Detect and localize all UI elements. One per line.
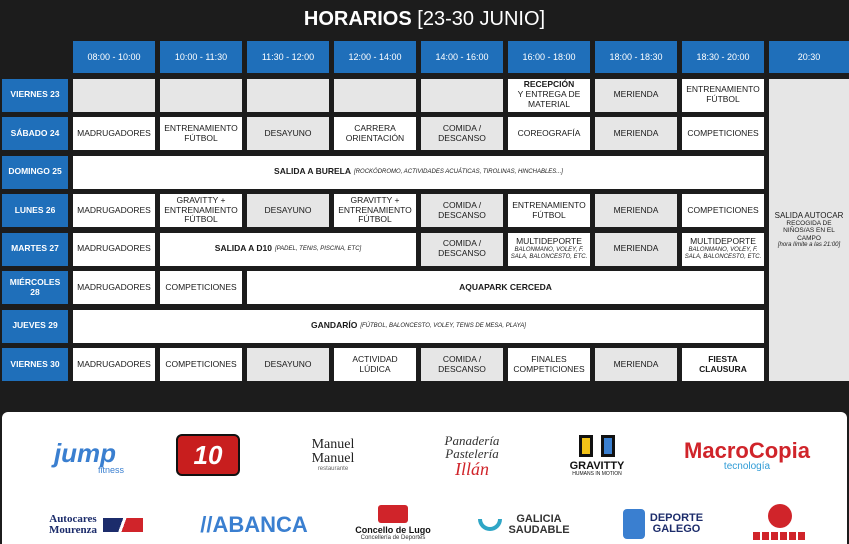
activity-multisport: [682, 233, 764, 266]
logo-text: GRAVITTY: [569, 460, 625, 472]
logo-subtext: HUMANS IN MOTION: [572, 471, 622, 477]
sponsor-manuel: [292, 434, 374, 476]
autocares-text: [49, 514, 97, 536]
logo-text: jump: [53, 437, 117, 468]
sponsor-gravitty: [562, 426, 632, 486]
logo-subtext: Concellería de Deportes: [360, 535, 426, 541]
activity-gandario: [73, 310, 764, 343]
activity-aquapark: AQUAPARK CERCEDA: [247, 271, 764, 304]
activity-snack: MERIENDA: [595, 79, 677, 112]
activity-breakfast: DESAYUNO: [247, 348, 329, 381]
sponsor-abanca: [194, 510, 314, 540]
deporte-galego-text: [650, 513, 703, 535]
activity-gravitty: GRAVITTY + ENTRENAMIENTO FÚTBOL: [160, 194, 242, 227]
activity-text: GANDARÍO: [311, 320, 358, 331]
sponsor-autocares: [40, 510, 152, 540]
autocares-stripes-icon: [103, 518, 143, 532]
smile-icon: [478, 519, 502, 531]
activity-leisure: ACTIVIDAD LÚDICA: [334, 348, 416, 381]
activity-text: SALIDA A D10: [214, 243, 272, 254]
time-slot-header: 16:00 - 18:00: [508, 41, 590, 73]
activity-competitions: COMPETICIONES: [682, 194, 764, 227]
logo-text: Concello de Lugo: [355, 525, 431, 535]
activity-lunch: COMIDA / DESCANSO: [421, 348, 503, 381]
activity-breakfast: DESAYUNO: [247, 194, 329, 227]
activity-snack: MERIENDA: [595, 348, 677, 381]
logo-text: 10: [193, 440, 223, 470]
activity-competitions: COMPETICIONES: [160, 271, 242, 304]
empty-slot: [334, 79, 416, 112]
activity-competitions: COMPETICIONES: [682, 117, 764, 150]
activity-lunch: COMIDA / DESCANSO: [421, 194, 503, 227]
activity-breakfast: DESAYUNO: [247, 117, 329, 150]
time-slot-header: 18:00 - 18:30: [595, 41, 677, 73]
activity-text: SALIDA A BURELA: [274, 166, 352, 177]
logo-text: Autocares: [49, 513, 97, 525]
activity-subtext: RECOGIDA DE NIÑOS/AS EN EL CAMPO: [783, 219, 835, 242]
activity-note: [FÚTBOL, BALONCESTO, VOLEY, TENIS DE MESA, PLAYA]: [360, 322, 526, 329]
logo-text: GALEGO: [652, 523, 701, 535]
sponsor-macrocopia: [678, 436, 816, 476]
activity-early: MADRUGADORES: [73, 194, 155, 227]
sponsor-deporte-galego: [618, 506, 708, 542]
activity-choreography: COREOGRAFÍA: [508, 117, 590, 150]
activity-text: MULTIDEPORTE: [516, 236, 582, 247]
activity-d10-trip: [160, 233, 416, 266]
time-slot-header: 14:00 - 16:00: [421, 41, 503, 73]
logo-subtext: fitness: [97, 464, 124, 475]
logo-text: SAUDABLE: [508, 524, 570, 536]
logo-text: Panadería: [444, 433, 500, 448]
logo-text: Manuel: [311, 451, 355, 466]
title-dates: [23-30 JUNIO]: [417, 8, 546, 30]
deputacion-emblem-icon: [768, 504, 792, 528]
deputacion-squares-icon: [753, 532, 807, 540]
activity-note: [ROCKÓDROMO, ACTIVIDADES ACUÁTICAS, TIROLINAS, HINCHABLES...]: [354, 168, 563, 175]
activity-note: BALONMANO, VOLEY, F. SALA, BALONCESTO, ETC.: [684, 246, 762, 260]
activity-training: ENTRENAMIENTO FÚTBOL: [682, 79, 764, 112]
time-slot-header: 20:30: [769, 41, 849, 73]
time-slot-header: 11:30 - 12:00: [247, 41, 329, 73]
galicia-text: [508, 514, 569, 536]
activity-text: SALIDA AUTOCAR: [774, 210, 844, 220]
sponsor-galicia-saudable: [472, 510, 576, 540]
gravitty-figures-icon: [579, 435, 615, 457]
sponsor-concello-lugo: [348, 498, 438, 544]
activity-note: BALONMANO, VOLEY, F. SALA, BALONCESTO, ETC.: [510, 246, 588, 260]
sponsor-panaderia: [422, 432, 522, 480]
activity-note: [hora límite a las 21:00]: [777, 242, 841, 249]
activity-multisport: [508, 233, 590, 266]
deporte-galego-shield-icon: [623, 509, 645, 539]
logo-text: Manuel: [311, 437, 355, 452]
activity-note: [PADEL, TENIS, PISCINA, ETC]: [274, 245, 362, 252]
logo-text: GALICIA: [516, 513, 562, 525]
activity-reception: [508, 79, 590, 112]
title-bold: HORARIOS: [303, 8, 412, 30]
lugo-emblem-icon: [378, 505, 408, 523]
activity-training: ENTRENAMIENTO FÚTBOL: [160, 117, 242, 150]
sponsor-jump: [40, 437, 130, 477]
day-label: DOMINGO 25: [2, 156, 68, 189]
activity-snack: MERIENDA: [595, 117, 677, 150]
day-label: VIERNES 30: [2, 348, 68, 381]
activity-snack: MERIENDA: [595, 194, 677, 227]
empty-slot: [73, 79, 155, 112]
day-label: MARTES 27: [2, 233, 68, 266]
activity-competitions: COMPETICIONES: [160, 348, 242, 381]
activity-training: ENTRENAMIENTO FÚTBOL: [508, 194, 590, 227]
activity-early: MADRUGADORES: [73, 348, 155, 381]
empty-slot: [160, 79, 242, 112]
activity-gravitty: GRAVITTY + ENTRENAMIENTO FÚTBOL: [334, 194, 416, 227]
day-label: SÁBADO 24: [2, 117, 68, 150]
sponsor-ten: [176, 434, 240, 476]
activity-finals: FINALES COMPETICIONES: [508, 348, 590, 381]
day-label: LUNES 26: [2, 194, 68, 227]
logo-text: Mourenza: [48, 524, 98, 536]
bus-departure: [769, 79, 849, 382]
page-title: [0, 8, 849, 31]
day-label: VIERNES 23: [2, 79, 68, 112]
empty-slot: [421, 79, 503, 112]
activity-burela-trip: [73, 156, 764, 189]
logo-subtext: restaurante: [317, 466, 349, 472]
day-label: MIÉRCOLES 28: [2, 271, 68, 304]
grid-corner: [2, 41, 68, 73]
time-slot-header: 12:00 - 14:00: [334, 41, 416, 73]
time-slot-header: 10:00 - 11:30: [160, 41, 242, 73]
activity-early: MADRUGADORES: [73, 117, 155, 150]
activity-lunch: COMIDA / DESCANSO: [421, 233, 503, 266]
activity-orienteering: CARRERA ORIENTACIÓN: [334, 117, 416, 150]
time-slot-header: 08:00 - 10:00: [73, 41, 155, 73]
activity-lunch: COMIDA / DESCANSO: [421, 117, 503, 150]
activity-text: MULTIDEPORTE: [690, 236, 756, 247]
sponsor-deputacion-lugo: [750, 500, 810, 544]
time-slot-header: 18:30 - 20:00: [682, 41, 764, 73]
activity-text: RECEPCIÓN: [523, 79, 575, 90]
activity-early: MADRUGADORES: [73, 233, 155, 266]
logo-subtext: tecnología: [723, 461, 771, 472]
logo-text: Pastelería: [445, 446, 499, 461]
schedule-grid: [2, 41, 849, 381]
logo-text: DEPORTE: [649, 512, 704, 524]
logo-text: //ABANCA: [200, 512, 308, 537]
logo-text: Illán: [455, 459, 489, 479]
day-label: JUEVES 29: [2, 310, 68, 343]
sponsors-panel: [2, 412, 847, 544]
activity-early: MADRUGADORES: [73, 271, 155, 304]
empty-slot: [247, 79, 329, 112]
activity-snack: MERIENDA: [595, 233, 677, 266]
logo-text: MacroCopia: [684, 438, 810, 463]
activity-text: Y ENTREGA DE MATERIAL: [517, 89, 581, 109]
activity-closing-party: FIESTA CLAUSURA: [682, 348, 764, 381]
